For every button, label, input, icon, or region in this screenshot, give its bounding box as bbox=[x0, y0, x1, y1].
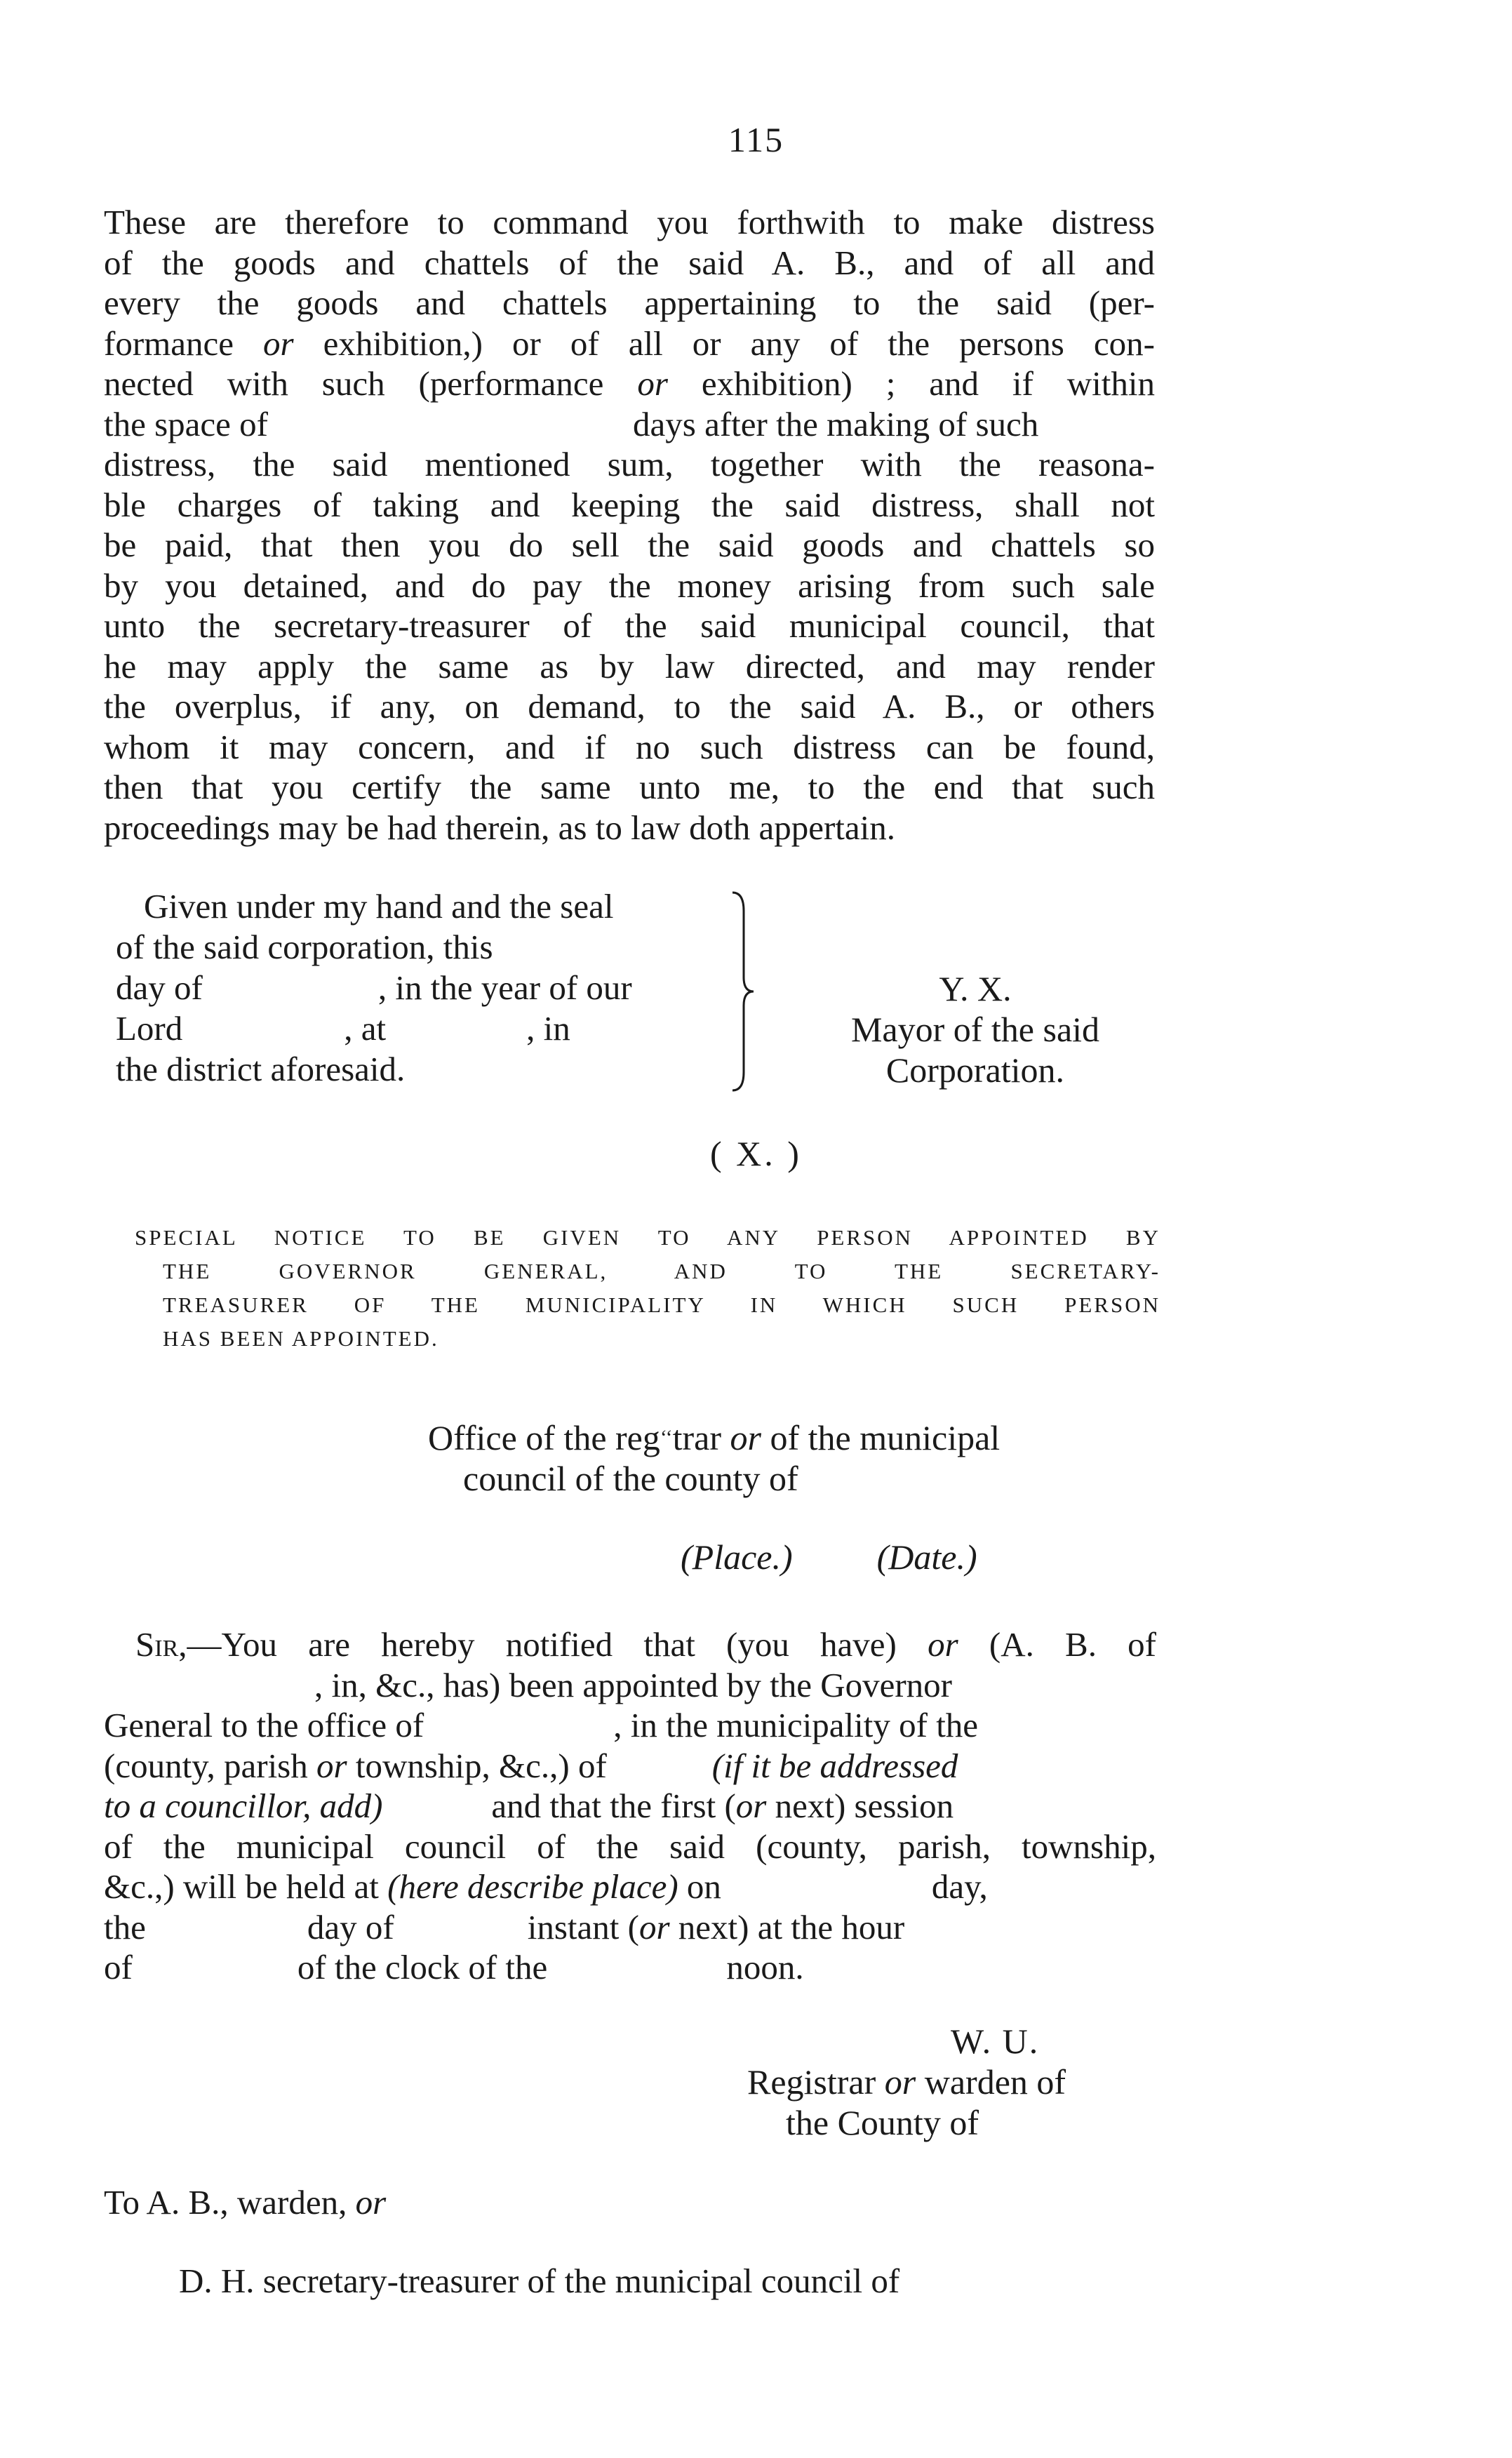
body-line: These are therefore to command you forthwith to make distress bbox=[104, 203, 1155, 241]
given-line: day of , in the year of our bbox=[116, 968, 632, 1007]
right-brace bbox=[730, 890, 758, 1093]
signer-title: Mayor of the said bbox=[850, 1010, 1100, 1049]
office-text: trar bbox=[672, 1418, 722, 1457]
body-line: proceedings may be had therein, as to law doth appertain. bbox=[104, 808, 895, 847]
body-line: the space of days after the making of such bbox=[104, 404, 1039, 443]
office-line: Office of the reg‘‘trar or of the municipal bbox=[428, 1418, 1001, 1457]
heading-line: THE GOVERNOR GENERAL, AND TO THE SECRETARY- bbox=[163, 1259, 1160, 1283]
office-line: council of the county of bbox=[463, 1459, 798, 1498]
notice-body-paragraph bbox=[104, 1624, 1156, 1988]
registrar-initials: W. U. bbox=[951, 2022, 1040, 2061]
notice-line: the day of instant (or next) at the hour bbox=[104, 1907, 905, 1946]
given-line: Lord , at , in bbox=[116, 1009, 570, 1048]
addressee-or: or bbox=[355, 2183, 387, 2222]
place-placeholder: (Place.) bbox=[681, 1537, 793, 1577]
notice-line: of of the clock of the noon. bbox=[104, 1948, 804, 1986]
body-line: then that you certify the same unto me, to the end that such bbox=[104, 768, 1155, 806]
body-line: whom it may concern, and if no such distress can be found, bbox=[104, 727, 1155, 766]
given-line: Given under my hand and the seal bbox=[144, 887, 614, 926]
heading-line: HAS BEEN APPOINTED. bbox=[163, 1326, 439, 1351]
date-placeholder: (Date.) bbox=[876, 1537, 977, 1577]
registrar-title: the County of bbox=[786, 2103, 979, 2142]
registrar-signature bbox=[747, 2021, 1066, 2143]
notice-line: , in, &c., has) been appointed by the Governor bbox=[314, 1665, 952, 1704]
heading-line: SPECIAL NOTICE TO BE GIVEN TO ANY PERSON APPOINTED BY bbox=[135, 1225, 1160, 1250]
office-text: of the municipal bbox=[770, 1418, 1001, 1457]
mayor-signature bbox=[828, 968, 1123, 1090]
salutation: Sir, bbox=[135, 1625, 187, 1664]
signer-initials: Y. X. bbox=[939, 969, 1012, 1008]
body-line: unto the secretary-treasurer of the said municipal council, that bbox=[104, 606, 1155, 645]
addressee-line bbox=[104, 2182, 386, 2222]
given-under-hand-block bbox=[116, 886, 733, 1090]
office-text: Office of the reg bbox=[428, 1418, 660, 1457]
notice-line: to a councillor, add) and that the first (or next) session bbox=[104, 1786, 954, 1825]
body-line: by you detained, and do pay the money arising from such sale bbox=[104, 566, 1155, 605]
signer-title: Corporation. bbox=[885, 1050, 1065, 1090]
office-or: or bbox=[730, 1418, 761, 1457]
given-line: the district aforesaid. bbox=[116, 1050, 406, 1088]
body-line: nected with such (performance or exhibition) ; and if within bbox=[104, 364, 1155, 403]
given-line: of the said corporation, this bbox=[116, 928, 493, 966]
place-date-line bbox=[681, 1537, 977, 1577]
notice-line: General to the office of , in the municipality of the bbox=[104, 1706, 979, 1744]
body-line: be paid, that then you do sell the said goods and chattels so bbox=[104, 526, 1155, 564]
heading-line: TREASURER OF THE MUNICIPALITY IN WHICH SUCH PERSON bbox=[163, 1293, 1160, 1317]
addressee-text: To A. B., warden, bbox=[104, 2183, 347, 2222]
body-line: of the goods and chattels of the said A. B., and of all and bbox=[104, 243, 1155, 282]
office-heading bbox=[428, 1417, 1000, 1499]
warrant-body-paragraph bbox=[104, 202, 1155, 848]
body-line: he may apply the same as by law directed, and may render bbox=[104, 646, 1155, 686]
body-line: ble charges of taking and keeping the said distress, shall not bbox=[104, 485, 1155, 524]
body-line: formance or exhibition,) or of all or any of the persons con- bbox=[104, 323, 1155, 363]
body-line: the overplus, if any, on demand, to the said A. B., or others bbox=[104, 687, 1155, 726]
registrar-title: Registrar or warden of bbox=[747, 2062, 1066, 2102]
body-line: every the goods and chattels appertaining to the said (per- bbox=[104, 283, 1155, 322]
page-number: 115 bbox=[728, 120, 784, 159]
notice-line: &c.,) will be held at (here describe place) on day, bbox=[104, 1867, 988, 1906]
addressee-secondary-line: D. H. secretary-treasurer of the municipal council of bbox=[179, 2262, 900, 2300]
section-mark: ( X. ) bbox=[710, 1134, 802, 1173]
body-line: distress, the said mentioned sum, together with the reasona- bbox=[104, 445, 1155, 483]
notice-heading bbox=[135, 1221, 1160, 1356]
notice-line: Sir,—You are hereby notified that (you have) or (A. B. of bbox=[135, 1625, 1156, 1664]
notice-line: (county, parish or township, &c.,) of (if it be addressed bbox=[104, 1746, 958, 1785]
notice-line: of the municipal council of the said (county, parish, township, bbox=[104, 1826, 1156, 1866]
